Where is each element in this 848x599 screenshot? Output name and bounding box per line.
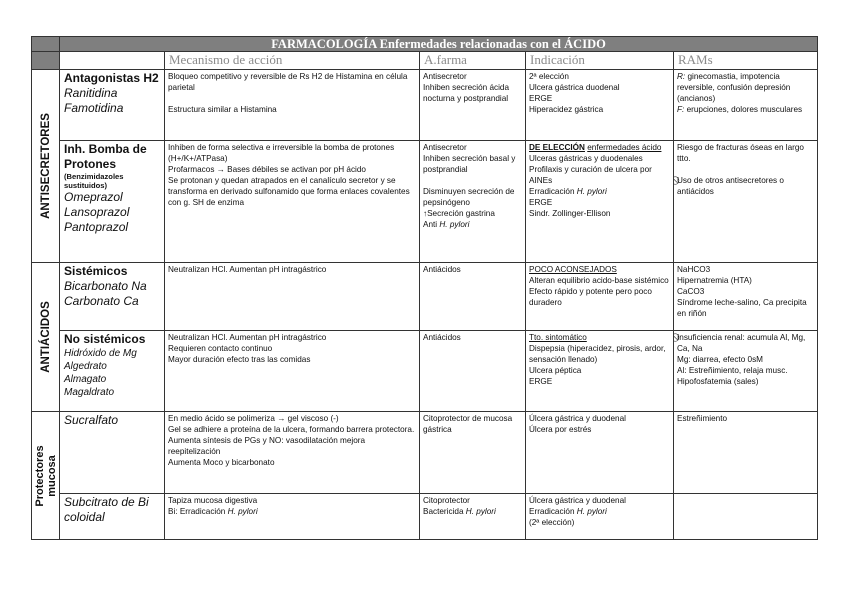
text-line: Inhiben de forma selectiva e irreversible la bomba de protones (H+/K+/ATPasa) — [168, 143, 395, 163]
drug-name: Famotidina — [64, 101, 124, 115]
text-line: ⃠Uso de otros antisecretores o antiácidos — [677, 176, 784, 196]
text-line: Úlcera por estrés — [529, 425, 592, 434]
text-line: Inhiben secreción ácida nocturna y postprandial — [423, 83, 510, 103]
drug-nosistemicos — [60, 331, 165, 412]
indicacion-cell — [526, 141, 674, 263]
text-line: Se protonan y quedan atrapados en el canalículo secretor y se transforma en derivado sulfonamido que forma enlaces covalentes con g. SH de enzima — [168, 176, 410, 207]
text-line: POCO ACONSEJADOS — [529, 265, 617, 274]
mecanismo-cell — [165, 70, 420, 141]
drug-sucralfato — [60, 412, 165, 494]
indicacion-cell — [526, 331, 674, 412]
text-line: ERGE — [529, 377, 553, 386]
text-line: Mayor duración efecto tras las comidas — [168, 355, 311, 364]
text-line: Tto. sintomático — [529, 333, 587, 342]
rams-cell — [674, 412, 818, 494]
text-line: Sindr. Zollinger-Ellison — [529, 209, 611, 218]
afarma-cell — [420, 70, 526, 141]
text-line: Profarmacos → Bases débiles se activan por pH ácido — [168, 165, 366, 174]
text-line: Estructura similar a Histamina — [168, 105, 277, 114]
drug-name: Omeprazol — [64, 190, 123, 204]
indicacion-cell — [526, 412, 674, 494]
text-line: Aumenta Moco y bicarbonato — [168, 458, 275, 467]
text-line: Ulcera péptica — [529, 366, 582, 375]
header-rams: RAMs — [674, 52, 818, 70]
rams-cell — [674, 263, 818, 331]
drug-name: Subcitrato de Bi coloidal — [64, 495, 149, 524]
text-line: Neutralizan HCl. Aumentan pH intragástrico — [168, 333, 327, 342]
text-line: Úlcera gástrica y duodenal — [529, 414, 626, 423]
group-antisecretores — [32, 70, 60, 263]
drug-name: Hidróxido de Mg — [64, 348, 137, 359]
mecanismo-cell — [165, 494, 420, 540]
text-line: Ulceras gástricas y duodenales — [529, 154, 643, 163]
title-corner — [32, 37, 60, 52]
text-line: Erradicación H. pylori — [529, 507, 607, 516]
text-line: Alteran equilibrio acido-base sistémico — [529, 276, 669, 285]
row-sucralfato — [32, 412, 818, 494]
indicacion-cell — [526, 494, 674, 540]
drug-name: Sucralfato — [64, 413, 119, 427]
text-line: Úlcera gástrica y duodenal — [529, 496, 626, 505]
drug-class: Inh. Bomba de Protones — [64, 142, 147, 171]
text-line: Requieren contacto continuo — [168, 344, 273, 353]
text-line: Riesgo de fracturas óseas en largo ttto. — [677, 143, 804, 163]
text-line: Al: Estreñimiento, relaja musc. — [677, 366, 788, 375]
table-title: FARMACOLOGÍA Enfermedades relacionadas con el ÁCIDO — [60, 37, 818, 52]
title-row — [32, 37, 818, 52]
text-line: Efecto rápido y potente pero poco duradero — [529, 287, 652, 307]
group-label: ANTISECRETORES — [39, 113, 52, 219]
text-line: Gel se adhiere a proteína de la ulcera, formando barrera protectora. — [168, 425, 415, 434]
text-line: Antiácidos — [423, 333, 461, 342]
mecanismo-cell — [165, 263, 420, 331]
text-line: Antisecretor — [423, 72, 467, 81]
header-corner — [32, 52, 60, 70]
text-line: Erradicación H. pylori — [529, 187, 607, 196]
header-afarma: A.farma — [420, 52, 526, 70]
text-line: DE ELECCIÓN enfermedades ácido — [529, 143, 662, 152]
text-line: 2ª elección — [529, 72, 569, 81]
drug-name: Bicarbonato Na — [64, 279, 147, 293]
header-indicacion: Indicación — [526, 52, 674, 70]
text-line: Síndrome leche-salino, Ca precipita en riñón — [677, 298, 807, 318]
afarma-cell — [420, 263, 526, 331]
drug-name: Algedrato — [64, 361, 107, 372]
group-label-line: Protectores — [33, 444, 46, 507]
group-label: ANTIÁCIDOS — [39, 301, 52, 373]
indicacion-cell — [526, 263, 674, 331]
text-line: CaCO3 — [677, 287, 705, 296]
text-line: NaHCO3 — [677, 265, 711, 274]
drug-name: Magaldrato — [64, 387, 115, 398]
text-line: Citoprotector — [423, 496, 470, 505]
rams-cell — [674, 70, 818, 141]
text-line: Hipernatremia (HTA) — [677, 276, 752, 285]
mecanismo-cell — [165, 412, 420, 494]
text-line: Hiperacidez gástrica — [529, 105, 604, 114]
header-mecanismo: Mecanismo de acción — [165, 52, 420, 70]
text-line: (2ª elección) — [529, 518, 575, 527]
text-line: Neutralizan HCl. Aumentan pH intragástrico — [168, 265, 327, 274]
drug-name: Lansoprazol — [64, 205, 130, 219]
drug-class: No sistémicos — [64, 332, 146, 346]
text-line: Inhiben secreción basal y postprandial — [423, 154, 516, 174]
text-line: ⃠Insuficiencia renal: acumula Al, Mg, Ca, Na — [677, 333, 806, 353]
text-line: ↑Secreción gastrina — [423, 209, 495, 218]
row-sistemicos — [32, 263, 818, 331]
text-line: Tapiza mucosa digestiva — [168, 496, 258, 505]
drug-name: Almagato — [64, 374, 107, 385]
mecanismo-cell — [165, 331, 420, 412]
drug-name: Carbonato Ca — [64, 294, 139, 308]
text-line: Ulcera gástrica duodenal — [529, 83, 620, 92]
text-line: Mg: diarrea, efecto 0sM — [677, 355, 764, 364]
text-line: F: erupciones, dolores musculares — [677, 105, 803, 114]
text-line: En medio ácido se polimeriza → gel viscoso (-) — [168, 414, 339, 423]
drug-name: Pantoprazol — [64, 220, 129, 234]
afarma-cell — [420, 494, 526, 540]
drug-class: Sistémicos — [64, 264, 128, 278]
row-nosistemicos — [32, 331, 818, 412]
text-line: Disminuyen secreción de pepsinógeno — [423, 187, 515, 207]
text-line: Antisecretor — [423, 143, 467, 152]
text-line: Antiácidos — [423, 265, 461, 274]
drug-ibp — [60, 141, 165, 263]
mecanismo-cell — [165, 141, 420, 263]
afarma-cell — [420, 141, 526, 263]
text-line: Bactericida H. pylori — [423, 507, 496, 516]
text-line: Hipofosfatemia (sales) — [677, 377, 759, 386]
text-line: ERGE — [529, 198, 553, 207]
group-antiacidos — [32, 263, 60, 412]
drug-class: Antagonistas H2 — [64, 71, 159, 85]
text-line: Bi: Erradicación H. pylori — [168, 507, 258, 516]
row-ibp — [32, 141, 818, 263]
group-label-line: mucosa — [45, 454, 58, 497]
group-label — [34, 445, 58, 506]
rams-cell — [674, 494, 818, 540]
text-line: Aumenta síntesis de PGs y NO: vasodilatación mejora reepitelización — [168, 436, 366, 456]
drug-h2 — [60, 70, 165, 141]
rams-cell — [674, 331, 818, 412]
pharmacology-table — [31, 36, 818, 540]
drug-name: Ranitidina — [64, 86, 118, 100]
text-line: Anti H. pylori — [423, 220, 470, 229]
header-row — [32, 52, 818, 70]
rams-cell — [674, 141, 818, 263]
row-h2 — [32, 70, 818, 141]
drug-subclass: (Benzimidazoles sustituidos) — [64, 172, 124, 190]
text-line: Citoprotector de mucosa gástrica — [423, 414, 513, 434]
afarma-cell — [420, 331, 526, 412]
row-subcitrato — [32, 494, 818, 540]
header-drug — [60, 52, 165, 70]
afarma-cell — [420, 412, 526, 494]
text-line: Profilaxis y curación de ulcera por AINEs — [529, 165, 652, 185]
indicacion-cell — [526, 70, 674, 141]
text-line: ERGE — [529, 94, 553, 103]
drug-sistemicos — [60, 263, 165, 331]
text-line: Estreñimiento — [677, 414, 728, 423]
text-line: Dispepsia (hiperacidez, pirosis, ardor, sensación llenado) — [529, 344, 666, 364]
text-line: R: ginecomastia, impotencia reversible, confusión depresión (ancianos) — [677, 72, 791, 103]
drug-subcitrato — [60, 494, 165, 540]
group-protectores — [32, 412, 60, 540]
text-line: Bloqueo competitivo y reversible de Rs H2 de Histamina en célula parietal — [168, 72, 408, 92]
